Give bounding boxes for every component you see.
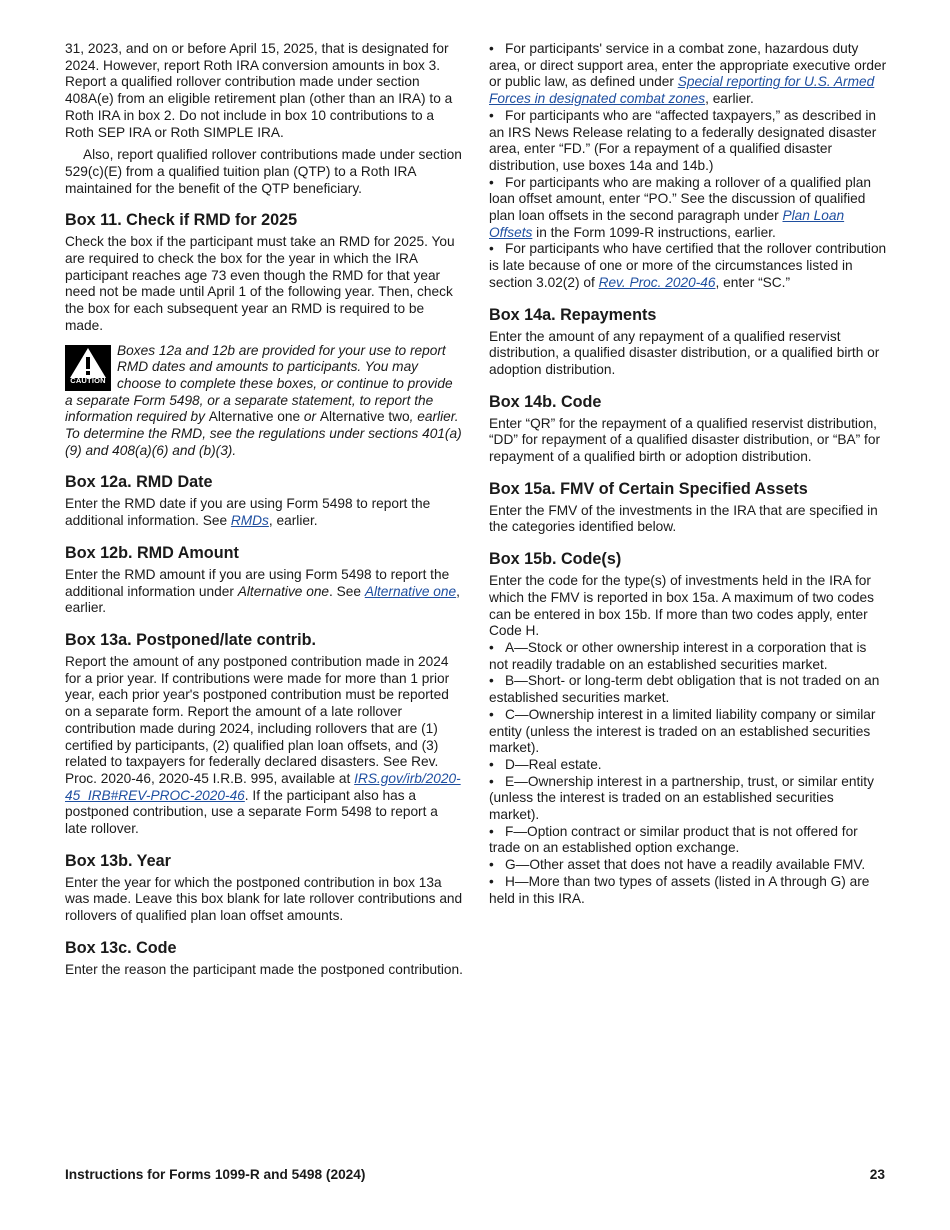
text: For participants who are making a rollover of a qualified plan loan offset amount, enter “PO.” See the discussion of qualified plan loan offsets in the second paragraph under xyxy=(489,174,871,224)
paragraph: 31, 2023, and on or before April 15, 2025, that is designated for 2024. However, report Roth IRA conversion amounts in box 3. Report a qualified rollover contribution made under section 408A(e) from an eligible retirement plan (other than an IRA) to a Roth IRA in box 2. Do not include in box 10 contributions to a Roth SEP IRA or Roth SIMPLE IRA. xyxy=(65,41,453,140)
bullet-icon: • xyxy=(489,756,494,772)
list-item xyxy=(489,41,887,108)
caution-icon xyxy=(65,345,111,391)
bullet-icon: • xyxy=(489,706,494,722)
paragraph xyxy=(65,496,463,529)
bullet-icon: • xyxy=(489,873,494,889)
footer-title: Instructions for Forms 1099-R and 5498 (2024) xyxy=(65,1167,366,1182)
paragraph xyxy=(65,654,463,838)
box12a-heading: Box 12a. RMD Date xyxy=(65,473,213,492)
list-item xyxy=(489,857,887,874)
paragraph: Enter “QR” for the repayment of a qualified reservist distribution, “DD” for repayment of a qualified disaster distribution, or “BA” for repayment of a qualified birth or adoption distribution. xyxy=(489,415,881,465)
box14a-heading: Box 14a. Repayments xyxy=(489,305,657,324)
text: in the Form 1099-R instructions, earlier. xyxy=(532,224,776,240)
paragraph: Enter the amount of any repayment of a qualified reservist distribution, a qualified disaster distribution, or a qualified birth or adoption distribution. xyxy=(489,328,880,377)
box14b-heading: Box 14b. Code xyxy=(489,392,602,411)
text: Report the amount of any postponed contribution made in 2024 for a prior year. If contributions were made for more than 1 prior year, each prior year's postponed contribution must be reported on a separate form. Report the amount of a late rollover contribution made during 2024, including rollovers that are (1) certified by participants, (2) qualified plan loan offsets, and (3) related to taxpayers for federally declared disasters. See Rev. Proc. 2020-46, 2020-45 I.R.B. 995, available at xyxy=(65,653,450,786)
text: , earlier. xyxy=(705,91,754,107)
paragraph: Check the box if the participant must take an RMD for 2025. You are required to check the box for the year in which the IRA participant reaches age 73 even though the RMD for that year need not be made until April 1 of the following year. Then, check the box for each subsequent year an RMD is required to be made. xyxy=(65,234,455,333)
alternative-one-link[interactable]: Alternative one xyxy=(364,583,457,599)
list-item xyxy=(489,108,887,175)
bullet-icon: • xyxy=(489,174,494,190)
plan-loan-offsets-link[interactable]: Plan Loan Offsets xyxy=(489,208,845,240)
code-text: E—Ownership interest in a partnership, trust, or similar entity (unless the interest is traded on an established securities market). xyxy=(489,773,874,823)
left-column xyxy=(65,41,463,985)
caution-label: CAUTION xyxy=(70,375,106,385)
text: , earlier. xyxy=(268,513,318,529)
bullet-icon: • xyxy=(489,857,494,873)
code-text: A—Stock or other ownership interest in a corporation that is not readily tradable on an established securities market. xyxy=(489,639,867,672)
caution-text: , earlier. To determine the RMD, see the regulations under sections 401(a)(9) and 408(a)(6) and (b)(3). xyxy=(65,409,462,458)
bullet-icon: • xyxy=(489,107,494,123)
page-number: 23 xyxy=(869,1167,885,1182)
paragraph: Enter the code for the type(s) of investments held in the IRA for which the FMV is reported in box 15a. A maximum of two codes can be entered in box 15b. If more than two codes apply, enter Code H. xyxy=(489,573,874,639)
code-text: B—Short- or long-term debt obligation that is not traded on an established securities market. xyxy=(489,673,880,706)
irb-link[interactable]: IRS.gov/irb/2020-45_IRB#REV-PROC-2020-46 xyxy=(65,770,461,803)
list-item xyxy=(489,774,887,824)
box13c-heading: Box 13c. Code xyxy=(65,938,177,957)
rmds-link[interactable]: RMDs xyxy=(230,513,269,529)
list-item xyxy=(489,874,887,907)
paragraph xyxy=(65,567,463,617)
list-item xyxy=(489,241,887,291)
bullet-icon: • xyxy=(489,241,494,257)
text: For participants' service in a combat zone, hazardous duty area, or direct support area, enter the appropriate executive order or public law, as defined under xyxy=(489,41,887,90)
bullet-icon: • xyxy=(489,41,494,56)
caution-text: Alternative two xyxy=(319,409,410,425)
code-text: F—Option contract or similar product that is not offered for trade on an established option exchange. xyxy=(489,823,858,856)
paragraph: Also, report qualified rollover contributions made under section 529(c)(E) from a qualified tuition plan (QTP) to a Roth IRA maintained for the benefit of the QTP beneficiary. xyxy=(65,147,462,196)
box15b-heading: Box 15b. Code(s) xyxy=(489,550,622,569)
text: . See xyxy=(329,583,365,599)
code-text: G—Other asset that does not have a readily available FMV. xyxy=(505,857,866,873)
box13a-heading: Box 13a. Postponed/late contrib. xyxy=(65,630,316,649)
text: For participants who have certified that the rollover contribution is late because of one or more of the circumstances listed in section 3.02(2) of xyxy=(489,241,887,290)
caution-text: Alternative one xyxy=(208,409,301,425)
paragraph: Enter the year for which the postponed contribution in box 13a was made. Leave this box blank for late rollover contributions and rollovers of qualified plan loan offset amounts. xyxy=(65,874,463,924)
bullet-icon: • xyxy=(489,823,494,839)
caution-text: or xyxy=(300,409,320,425)
text: Enter the RMD amount if you are using Form 5498 to report the additional information under xyxy=(65,566,450,599)
box11-heading: Box 11. Check if RMD for 2025 xyxy=(65,211,298,230)
box15a-heading: Box 15a. FMV of Certain Specified Assets xyxy=(489,479,808,498)
list-item xyxy=(489,175,887,242)
right-column xyxy=(489,41,887,907)
list-item xyxy=(489,707,887,757)
text: , enter “SC.” xyxy=(715,274,791,290)
text: For participants who are “affected taxpayers,” as described in an IRS News Release relating to a federally designated disaster area, enter “FD.” (For a repayment of a qualified disaster distribution, use boxes 14a and 14b.) xyxy=(489,107,877,173)
code-text: C—Ownership interest in a limited liability company or similar entity (unless the interest is traded on an established securities market). xyxy=(489,706,876,756)
code-text: H—More than two types of assets (listed in A through G) are held in this IRA. xyxy=(489,873,870,906)
paragraph: Enter the FMV of the investments in the IRA that are specified in the categories identified below. xyxy=(489,502,878,535)
caution-text: Boxes 12a and 12b are provided for your use to report RMD dates and amounts to participants. You may choose to complete these boxes, or continue to provide a separate Form 5498, or a separate statement, to report the information required by xyxy=(65,342,453,425)
paragraph: Enter the reason the participant made the postponed contribution. xyxy=(65,961,463,977)
text: Alternative one xyxy=(237,583,330,599)
combat-zones-link[interactable]: Special reporting for U.S. Armed Forces in designated combat zones xyxy=(489,74,875,107)
box12b-heading: Box 12b. RMD Amount xyxy=(65,543,239,562)
bullet-icon: • xyxy=(489,773,494,789)
text: , earlier. xyxy=(65,583,460,616)
bullet-icon: • xyxy=(489,673,494,689)
text: . If the participant also has a postponed contribution, use a separate Form 5498 to report a late rollover. xyxy=(65,787,438,837)
list-item xyxy=(489,824,887,857)
list-item xyxy=(489,640,887,673)
list-item xyxy=(489,757,887,774)
box13b-heading: Box 13b. Year xyxy=(65,851,171,870)
code-text: D—Real estate. xyxy=(505,756,602,772)
page-footer xyxy=(65,1167,885,1182)
list-item xyxy=(489,673,887,706)
bullet-icon: • xyxy=(489,639,494,655)
rev-proc-link[interactable]: Rev. Proc. 2020-46 xyxy=(598,274,716,290)
caution-note xyxy=(65,343,463,460)
text: Enter the RMD date if you are using Form 5498 to report the additional information. See xyxy=(65,496,431,529)
